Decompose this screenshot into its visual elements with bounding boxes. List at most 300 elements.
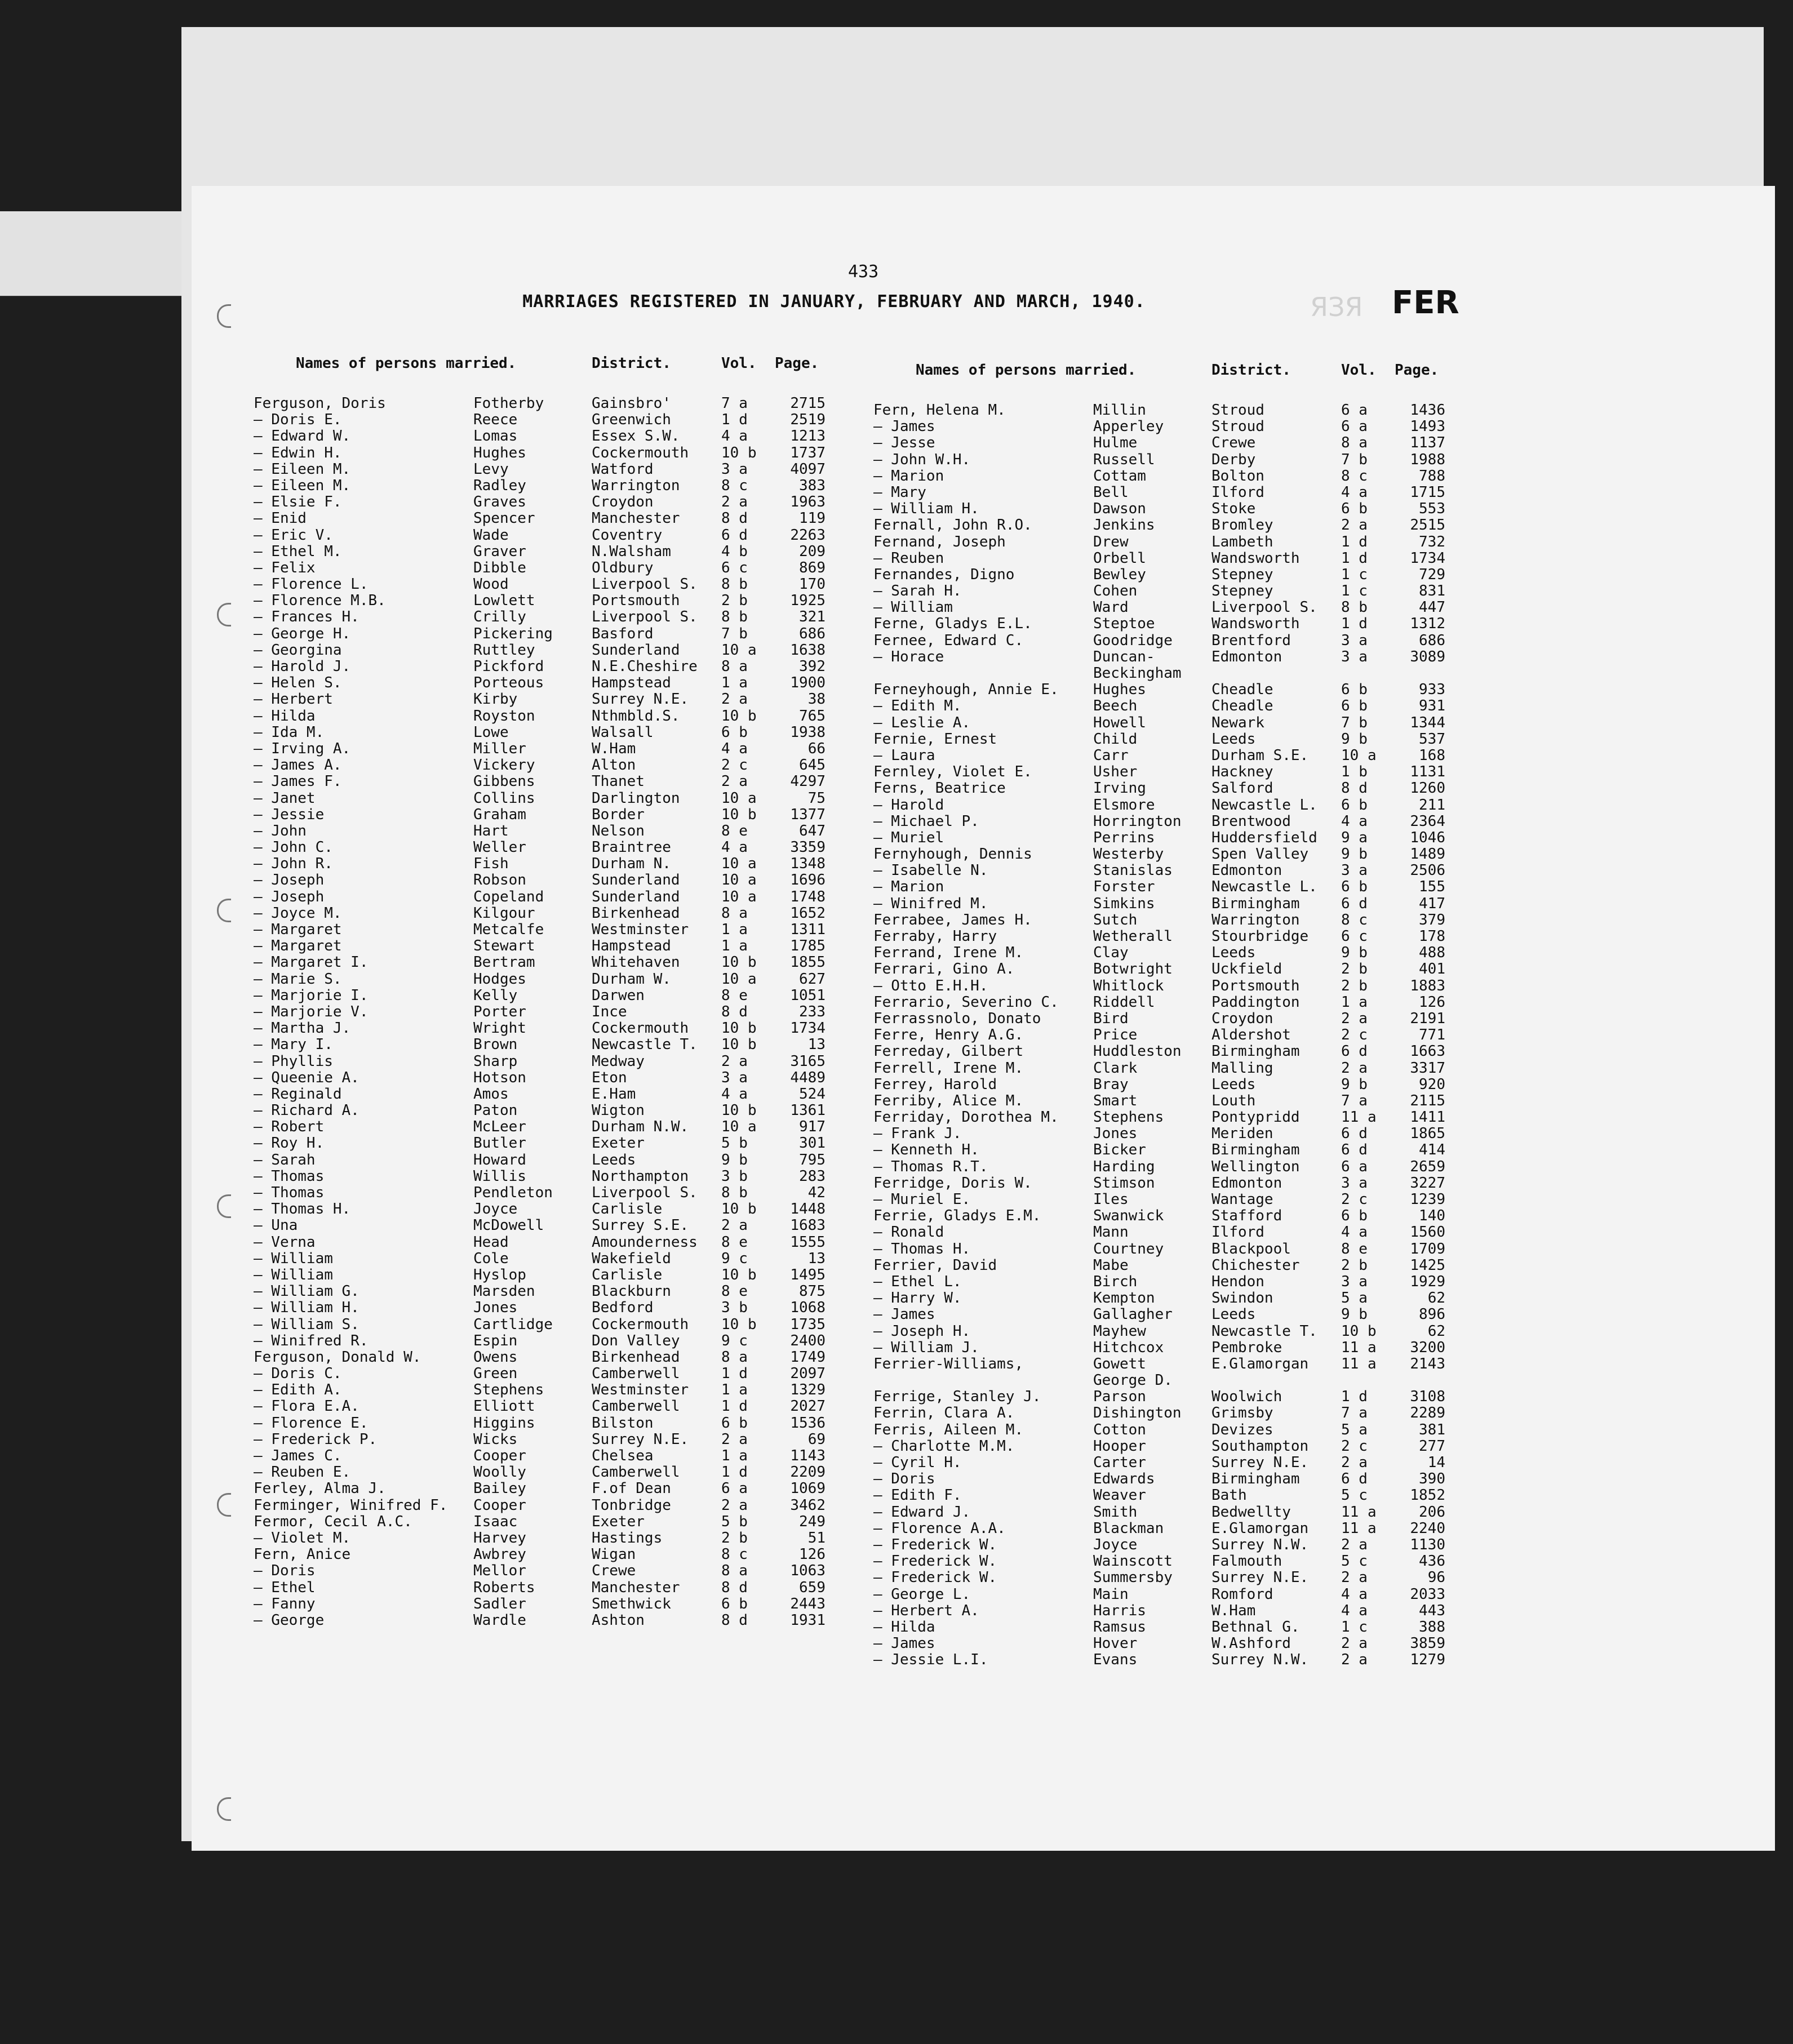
table-row [254, 1251, 826, 1267]
table-row [873, 945, 1445, 961]
tab-label-ghost: ЯЗЯ [1310, 292, 1363, 322]
entry-name: — Martha J. [254, 1020, 351, 1037]
entry-vol: 4 a [721, 1085, 748, 1103]
entry-district: Whitehaven [592, 954, 680, 971]
entry-district: Westminster [592, 1382, 689, 1399]
table-row [254, 494, 826, 510]
entry-page: 417 [1419, 895, 1445, 912]
entry-spouse: Gibbens [473, 774, 535, 790]
entry-page: 1068 [790, 1299, 826, 1317]
entry-page: 831 [1419, 583, 1445, 600]
entry-spouse: Reece [473, 412, 518, 429]
entry-page: 1493 [1410, 418, 1445, 436]
entry-name: — Hilda [873, 1619, 935, 1636]
entry-vol: 8 e [1341, 1240, 1368, 1257]
entry-page: 1536 [790, 1414, 826, 1432]
entry-page: 1312 [1410, 615, 1445, 633]
entry-page: 647 [799, 822, 826, 839]
entry-name: — Reuben [873, 550, 944, 567]
entry-vol: 4 a [1341, 1224, 1368, 1241]
entry-vol: 2 a [721, 1496, 748, 1514]
entry-name: — James C. [254, 1448, 342, 1464]
entry-name: Ferris, Aileen M. [873, 1421, 1024, 1438]
entry-spouse: Hotson [473, 1069, 526, 1086]
entry-vol: 2 c [721, 757, 748, 774]
entry-name: — Herbert [254, 691, 333, 708]
entry-vol: 3 a [721, 460, 748, 478]
entry-page: 1900 [790, 674, 826, 692]
entry-name: — Frederick W. [873, 1553, 997, 1570]
table-row [254, 708, 826, 725]
entry-name: — James [873, 1636, 935, 1652]
entry-spouse: Kempton [1093, 1290, 1155, 1307]
entry-page: 2097 [790, 1365, 826, 1383]
table-row [873, 863, 1445, 879]
entry-spouse: Bird [1093, 1010, 1129, 1027]
table-row [254, 1037, 826, 1053]
entry-district: Durham S.E. [1211, 747, 1309, 764]
entry-page: 1495 [790, 1266, 826, 1283]
entry-vol: 7 a [721, 395, 748, 412]
entry-vol: 10 b [721, 954, 757, 971]
entry-page: 3359 [790, 839, 826, 856]
entry-district: Westminster [592, 922, 689, 938]
entry-district: Wellington [1211, 1158, 1300, 1175]
entry-district: Newark [1211, 714, 1264, 731]
entry-name: — Frederick W. [873, 1570, 997, 1587]
entry-page: 933 [1419, 681, 1445, 699]
entry-spouse: Hyslop [473, 1267, 526, 1283]
table-row [873, 1438, 1445, 1455]
entry-page: 443 [1419, 1602, 1445, 1619]
entry-district: W.Ashford [1211, 1636, 1291, 1652]
header-names: Names of persons married. [916, 362, 1137, 379]
table-row [254, 675, 826, 691]
entry-page: 4097 [790, 460, 826, 478]
entry-page: 436 [1419, 1553, 1445, 1570]
entry-page: 2659 [1410, 1158, 1445, 1175]
table-row [873, 534, 1445, 550]
entry-vol: 8 d [721, 510, 748, 527]
entry-district: Leeds [592, 1152, 636, 1168]
entry-vol: 10 a [721, 855, 757, 873]
table-row [254, 1612, 826, 1629]
entry-vol: 2 a [721, 1217, 748, 1234]
entry-page: 4489 [790, 1069, 826, 1086]
entry-page: 381 [1419, 1421, 1445, 1438]
table-row [873, 1652, 1445, 1668]
entry-vol: 2 a [1341, 1059, 1368, 1077]
entry-vol: 8 a [721, 1348, 748, 1366]
entry-page: 3108 [1410, 1388, 1445, 1406]
entry-spouse: Sutch [1093, 912, 1138, 928]
entry-district: Durham N.W. [592, 1119, 689, 1136]
entry-spouse: Iles [1093, 1192, 1129, 1208]
punch-hole-icon [217, 1493, 231, 1517]
entry-name: Ferguson, Donald W. [254, 1349, 421, 1366]
entry-district: Romford [1211, 1586, 1273, 1603]
entry-spouse: Lomas [473, 428, 518, 445]
entry-name: Ferridge, Doris W. [873, 1175, 1032, 1192]
entry-vol: 10 a [1341, 746, 1377, 764]
entry-spouse: Levy [473, 461, 509, 478]
entry-district: Newcastle T. [592, 1037, 698, 1054]
entry-name: — William [254, 1267, 333, 1283]
entry-district: Bath [1211, 1487, 1247, 1504]
table-row [254, 1234, 826, 1251]
entry-page: 2289 [1410, 1405, 1445, 1422]
entry-page: 1748 [790, 888, 826, 905]
entry-page: 126 [1419, 993, 1445, 1011]
entry-vol: 9 a [1341, 829, 1368, 846]
entry-page: 1652 [790, 904, 826, 922]
entry-name: — Marjorie I. [254, 987, 369, 1004]
entry-vol: 1 a [721, 937, 748, 955]
entry-district: Exeter [592, 1513, 645, 1530]
entry-district: Malling [1211, 1060, 1273, 1077]
entry-vol: 6 d [1341, 1043, 1368, 1060]
entry-district: Edmonton [1211, 1175, 1282, 1192]
entry-vol: 1 d [1341, 615, 1368, 633]
entry-page: 379 [1419, 911, 1445, 928]
table-row [254, 1596, 826, 1612]
table-row [254, 396, 826, 412]
entry-district: Hampstead [592, 938, 671, 955]
entry-vol: 10 b [721, 806, 757, 823]
table-row [254, 905, 826, 922]
entry-spouse: Mabe [1093, 1257, 1129, 1274]
entry-spouse: Copeland [473, 888, 544, 905]
table-row [254, 1217, 826, 1234]
entry-spouse: Summersby [1093, 1570, 1173, 1587]
entry-name: — Frances H. [254, 609, 360, 626]
entry-name: Ferre, Henry A.G. [873, 1027, 1024, 1044]
entry-spouse: Espin [473, 1332, 518, 1349]
entry-vol: 1 d [721, 1365, 748, 1383]
entry-vol: 8 e [721, 987, 748, 1004]
table-row [254, 1103, 826, 1119]
entry-page: 1735 [790, 1316, 826, 1333]
entry-spouse: Main [1093, 1586, 1129, 1603]
entry-vol: 8 a [721, 1562, 748, 1580]
entry-name: — Muriel E. [873, 1192, 971, 1208]
entry-page: 170 [799, 576, 826, 593]
entry-name: — Edward J. [873, 1504, 971, 1521]
entry-name: Ferreday, Gilbert [873, 1043, 1024, 1060]
entry-district: Cheadle [1211, 698, 1273, 715]
entry-page: 2143 [1410, 1355, 1445, 1372]
entry-spouse: Brown [473, 1037, 518, 1054]
entry-vol: 11 a [1341, 1339, 1377, 1356]
entry-district: Cheadle [1211, 682, 1273, 699]
entry-name: — Margaret [254, 922, 342, 938]
entry-spouse: Dawson [1093, 501, 1146, 518]
table-row [254, 1070, 826, 1086]
entry-spouse: Stephens [1093, 1109, 1164, 1126]
table-row [873, 649, 1445, 665]
entry-vol: 2 a [1341, 1635, 1368, 1652]
entry-spouse: Kelly [473, 987, 518, 1004]
entry-vol: 5 b [721, 1513, 748, 1530]
entry-district: Salford [1211, 780, 1273, 797]
entry-vol: 6 b [721, 1595, 748, 1612]
entry-spouse: Child [1093, 731, 1138, 748]
entry-district: Birkenhead [592, 905, 680, 922]
entry-district: Wigton [592, 1103, 645, 1119]
table-row [254, 1464, 826, 1481]
entry-district: E.Glamorgan [1211, 1356, 1309, 1372]
entry-name: — Enid [254, 510, 307, 527]
entry-vol: 5 b [721, 1135, 748, 1152]
entry-name: — Thomas [254, 1185, 325, 1201]
entry-name: — Harold [873, 797, 944, 814]
entry-vol: 1 c [1341, 566, 1368, 583]
entry-spouse: Cooper [473, 1448, 526, 1464]
entry-vol: 1 d [721, 1464, 748, 1481]
entry-spouse: Fish [473, 856, 509, 873]
entry-vol: 6 b [1341, 500, 1368, 518]
entry-district: N.Walsham [592, 543, 671, 560]
table-row [254, 823, 826, 839]
entry-spouse: Owens [473, 1349, 518, 1366]
entry-page: 1734 [790, 1020, 826, 1037]
entry-district: Wandsworth [1211, 550, 1300, 567]
entry-vol: 1 c [1341, 583, 1368, 600]
entry-spouse: Jones [1093, 1126, 1138, 1143]
entry-spouse: Forster [1093, 879, 1155, 896]
entry-spouse: Smart [1093, 1092, 1138, 1109]
entry-spouse: Head [473, 1234, 509, 1251]
table-row [873, 1126, 1445, 1142]
entry-name: — Kenneth H. [873, 1142, 979, 1159]
entry-vol: 8 b [1341, 599, 1368, 616]
entry-name: — Eileen M. [254, 477, 351, 494]
table-row [254, 478, 826, 494]
entry-page: 1696 [790, 872, 826, 889]
table-row [254, 790, 826, 807]
entry-vol: 1 d [721, 411, 748, 429]
entry-spouse: Weaver [1093, 1487, 1146, 1504]
background-strip [0, 211, 192, 296]
entry-name: — Ethel M. [254, 543, 342, 560]
left-entries [254, 396, 826, 1629]
entry-vol: 6 a [1341, 1158, 1368, 1175]
entry-district: Darwen [592, 987, 645, 1004]
entry-name: Ferrabee, James H. [873, 912, 1032, 928]
entry-name: — Queenie A. [254, 1069, 360, 1086]
entry-page: 62 [1427, 1290, 1445, 1307]
entry-page: 209 [799, 543, 826, 560]
entry-district: Surrey N.E. [592, 691, 689, 708]
entry-district: Woolwich [1211, 1389, 1282, 1406]
table-row [873, 550, 1445, 567]
table-row [254, 988, 826, 1004]
entry-vol: 5 c [1341, 1553, 1368, 1570]
table-row [254, 856, 826, 872]
table-row [254, 839, 826, 856]
entry-page: 321 [799, 608, 826, 626]
entry-district: Warrington [592, 477, 680, 494]
entry-vol: 9 b [1341, 730, 1368, 748]
entry-vol: 8 a [721, 658, 748, 675]
entry-vol: 2 a [1341, 1651, 1368, 1669]
table-row [873, 1455, 1445, 1471]
table-row [254, 1168, 826, 1185]
entry-page: 1785 [790, 937, 826, 955]
entry-name: — Ronald [873, 1224, 944, 1241]
entry-page: 869 [799, 559, 826, 576]
entry-spouse: Whitlock [1093, 977, 1164, 994]
entry-district: Derby [1211, 451, 1256, 468]
entry-name: — Thomas H. [873, 1241, 971, 1257]
table-row [873, 1521, 1445, 1537]
entry-vol: 3 b [721, 1299, 748, 1317]
entry-name: Ferrin, Clara A. [873, 1405, 1015, 1422]
entry-vol: 2 b [721, 592, 748, 610]
entry-spouse: Parson [1093, 1389, 1146, 1406]
entry-page: 917 [799, 1118, 826, 1136]
entry-page: 1425 [1410, 1256, 1445, 1274]
entry-spouse: Clark [1093, 1060, 1138, 1077]
entry-district: Wantage [1211, 1192, 1273, 1208]
entry-spouse: Amos [473, 1086, 509, 1103]
entry-district: Bedford [592, 1300, 654, 1317]
entry-vol: 8 e [721, 822, 748, 839]
entry-spouse: Harding [1093, 1158, 1155, 1175]
entry-district: Exeter [592, 1135, 645, 1152]
entry-district: Birmingham [1211, 1471, 1300, 1488]
entry-vol: 2 b [1341, 961, 1368, 978]
entry-spouse: Lowlett [473, 593, 535, 610]
entry-vol: 4 a [1341, 1602, 1368, 1619]
table-row [873, 1422, 1445, 1438]
entry-spouse: Wetherall [1093, 928, 1173, 945]
entry-page [1395, 665, 1445, 682]
entry-district: Aldershot [1211, 1027, 1291, 1044]
entry-district: Surrey N.W. [1211, 1536, 1309, 1553]
entry-vol: 5 c [1341, 1487, 1368, 1504]
entry-page: 401 [1419, 961, 1445, 978]
table-row [873, 1340, 1445, 1356]
entry-name: Ferrie, Gladys E.M. [873, 1208, 1041, 1225]
entry-spouse: Metcalfe [473, 922, 544, 938]
entry-name: Fernley, Violet E. [873, 764, 1032, 781]
entry-name: — Edith M. [873, 698, 962, 715]
entry-page: 1361 [790, 1102, 826, 1119]
entry-spouse: Marsden [473, 1283, 535, 1300]
entry-name: — Florence E. [254, 1415, 369, 1432]
entry-spouse: Sadler [473, 1596, 526, 1612]
entry-district: Louth [1211, 1092, 1256, 1109]
entry-district: Durham N. [592, 856, 671, 873]
entry-district: Leeds [1211, 1307, 1256, 1323]
entry-vol: 8 d [1341, 780, 1368, 797]
entry-vol: 11 a [1341, 1355, 1377, 1372]
entry-page: 283 [799, 1167, 826, 1185]
entry-spouse: Huddleston [1093, 1043, 1182, 1060]
entry-page: 75 [807, 789, 826, 807]
entry-district: E.Ham [592, 1086, 636, 1103]
entry-name: — Muriel [873, 829, 944, 846]
entry-district: Leeds [1211, 731, 1256, 748]
table-row [873, 764, 1445, 780]
entry-name: — Doris [254, 1563, 316, 1580]
entry-district: Camberwell [592, 1398, 680, 1415]
entry-vol: 8 d [721, 1611, 748, 1629]
entry-name: — Flora E.A. [254, 1398, 360, 1415]
entry-district: Leeds [1211, 945, 1256, 962]
table-row [254, 510, 826, 527]
entry-page [1395, 1372, 1445, 1389]
entry-name: — Mary I. [254, 1037, 333, 1054]
entry-page: 2364 [1410, 812, 1445, 830]
entry-district: Meriden [1211, 1126, 1273, 1143]
table-row [873, 1537, 1445, 1553]
entry-page: 1348 [790, 855, 826, 873]
entry-spouse: Dibble [473, 559, 526, 576]
entry-vol: 8 c [721, 477, 748, 494]
entry-vol: 1 a [721, 1381, 748, 1399]
entry-district: Medway [592, 1053, 645, 1070]
entry-district: Ilford [1211, 1224, 1264, 1241]
entry-name: Ferrario, Severino C. [873, 994, 1059, 1011]
entry-spouse: Perrins [1093, 829, 1155, 846]
entry-page: 1709 [1410, 1240, 1445, 1257]
entry-district: Surrey N.E. [592, 1431, 689, 1448]
entry-name: — Jesse [873, 435, 935, 452]
entry-name: Ferrell, Irene M. [873, 1060, 1024, 1077]
entry-district: Surrey N.E. [1211, 1570, 1309, 1587]
table-row [873, 682, 1445, 698]
entry-name: — James A. [254, 757, 342, 774]
table-row [254, 461, 826, 478]
entry-district: Lambeth [1211, 534, 1273, 550]
entry-district: Tonbridge [592, 1497, 671, 1514]
entry-spouse: Westerby [1093, 846, 1164, 863]
entry-page: 1137 [1410, 434, 1445, 452]
table-row [254, 741, 826, 757]
entry-vol: 10 b [721, 1266, 757, 1283]
entry-name: — James [873, 419, 935, 436]
entry-name: — William J. [873, 1339, 979, 1356]
entry-district: F.of Dean [592, 1481, 671, 1498]
table-row [254, 1333, 826, 1349]
entry-name: — Joseph H. [873, 1323, 971, 1340]
entry-vol: 7 a [1341, 1405, 1368, 1422]
entry-spouse: Cottam [1093, 468, 1146, 485]
table-row [873, 1257, 1445, 1274]
entry-spouse: Cotton [1093, 1421, 1146, 1438]
table-row [873, 419, 1445, 435]
entry-spouse: Kirby [473, 691, 518, 708]
entry-vol: 10 a [721, 1118, 757, 1136]
entry-name: — William H. [873, 501, 979, 518]
entry-spouse: Beech [1093, 698, 1138, 715]
table-row [873, 1471, 1445, 1487]
entry-page: 2515 [1410, 517, 1445, 534]
entry-district: Manchester [592, 510, 680, 527]
entry-spouse: Green [473, 1366, 518, 1383]
table-row [254, 1498, 826, 1514]
entry-name: — Winifred R. [254, 1332, 369, 1349]
entry-name: — Marion [873, 468, 944, 485]
entry-name: — Janet [254, 790, 316, 807]
entry-name: Ferraby, Harry [873, 928, 997, 945]
entry-page: 14 [1427, 1454, 1445, 1471]
entry-spouse: Bewley [1093, 566, 1146, 583]
entry-vol: 4 b [721, 543, 748, 560]
entry-page: 1051 [790, 987, 826, 1004]
